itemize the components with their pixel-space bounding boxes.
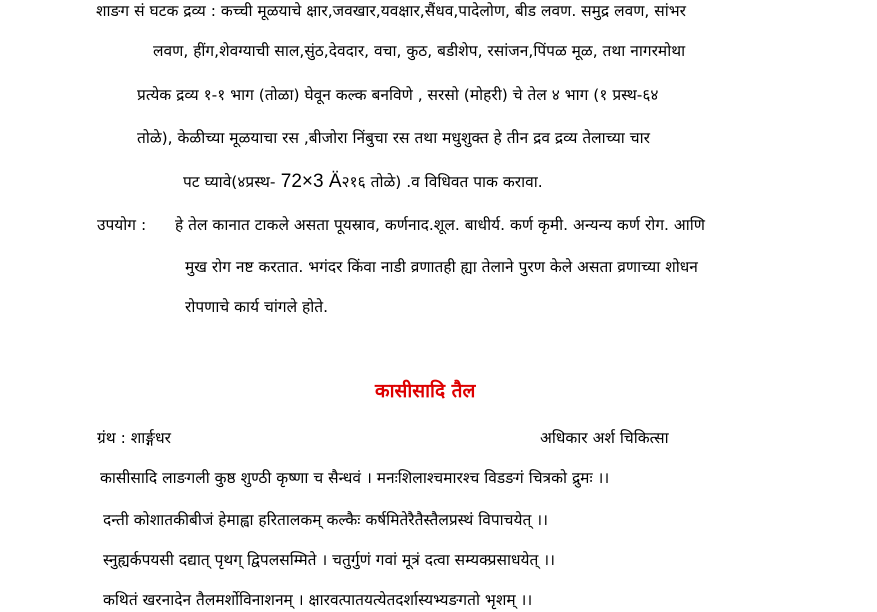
shloka-line-3: स्नुह्यर्कपयसी दद्यात् पृथग् द्विपलसम्मिते । चतुर्गुणं गवां मूत्रं दत्वा सम्यक्प्रसाधयेत् ।। <box>103 551 556 569</box>
section-title: कासीसादि तैल <box>375 380 476 402</box>
ingredients-line-5-start: पट घ्यावे(४प्रस्थ- <box>183 173 276 191</box>
ingredients-line-1: शाङग सं घटक द्रव्य : कच्ची मूळयाचे क्षार,जवखार,यवक्षार,सैंधव,पादेलोण, बीड लवण. समुद्र लवण, सांभर <box>96 2 687 20</box>
ingredients-line-5 <box>183 171 543 193</box>
ingredients-line-4: तोळे), केळीच्या मूळयाचा रस ,बीजोरा निंबुचा रस तथा मधुशुक्त हे तीन द्रव द्रव्य तेलाच्या चार <box>137 129 650 147</box>
shloka-line-2: दन्ती कोशातकीबीजं हेमाह्वा हरितालकम् कल्कैः कर्षमितेरैतैस्तैलप्रस्थं विपाचयेत् ।। <box>103 511 549 529</box>
uses-label: उपयोग : <box>97 216 147 234</box>
shloka-line-1: कासीसादि लाङगली कुष्ठ शुण्ठी कृष्णा च सैन्धवं । मनःशिलाश्चमारश्च विडङगं चित्रको द्रुमः ।। <box>100 469 610 487</box>
chapter-label: अधिकार अर्श चिकित्सा <box>540 429 669 447</box>
ingredients-line-5-formula: 72×3 Ä <box>275 171 342 192</box>
shloka-line-4: कथितं खरनादेन तैलमर्शोविनाशनम् । क्षारवत्पातयत्येतदर्शास्यभ्यङगतो भृशम् ।। <box>103 591 533 609</box>
uses-line-2: मुख रोग नष्ट करतात. भगंदर किंवा नाडी व्रणातही ह्या तेलाने पुरण केले असता व्रणाच्या शोधन <box>185 258 698 276</box>
uses-line-1: हे तेल कानात टाकले असता पूयस्राव, कर्णनाद.शूल. बाधीर्य. कर्ण कृमी. अन्यन्य कर्ण रोग. आणि <box>175 216 705 234</box>
ingredients-line-3: प्रत्येक द्रव्य १-१ भाग (तोळा) घेवून कल्क बनविणे , सरसो (मोहरी) चे तेल ४ भाग (१ प्रस्थ-६४ <box>137 86 659 104</box>
source-label: ग्रंथ : शार्ङ्गधर <box>97 429 171 447</box>
ingredients-line-2: लवण, हींग,शेवग्याची साल,सुंठ,देवदार, वचा, कुठ, बडीशेप, रसांजन,पिंपळ मूळ, तथा नागरमोथा <box>153 42 686 60</box>
uses-line-3: रोपणाचे कार्य चांगले होते. <box>185 298 329 316</box>
ingredients-line-5-end: २१६ तोळे) .व विधिवत पाक करावा. <box>341 173 543 191</box>
